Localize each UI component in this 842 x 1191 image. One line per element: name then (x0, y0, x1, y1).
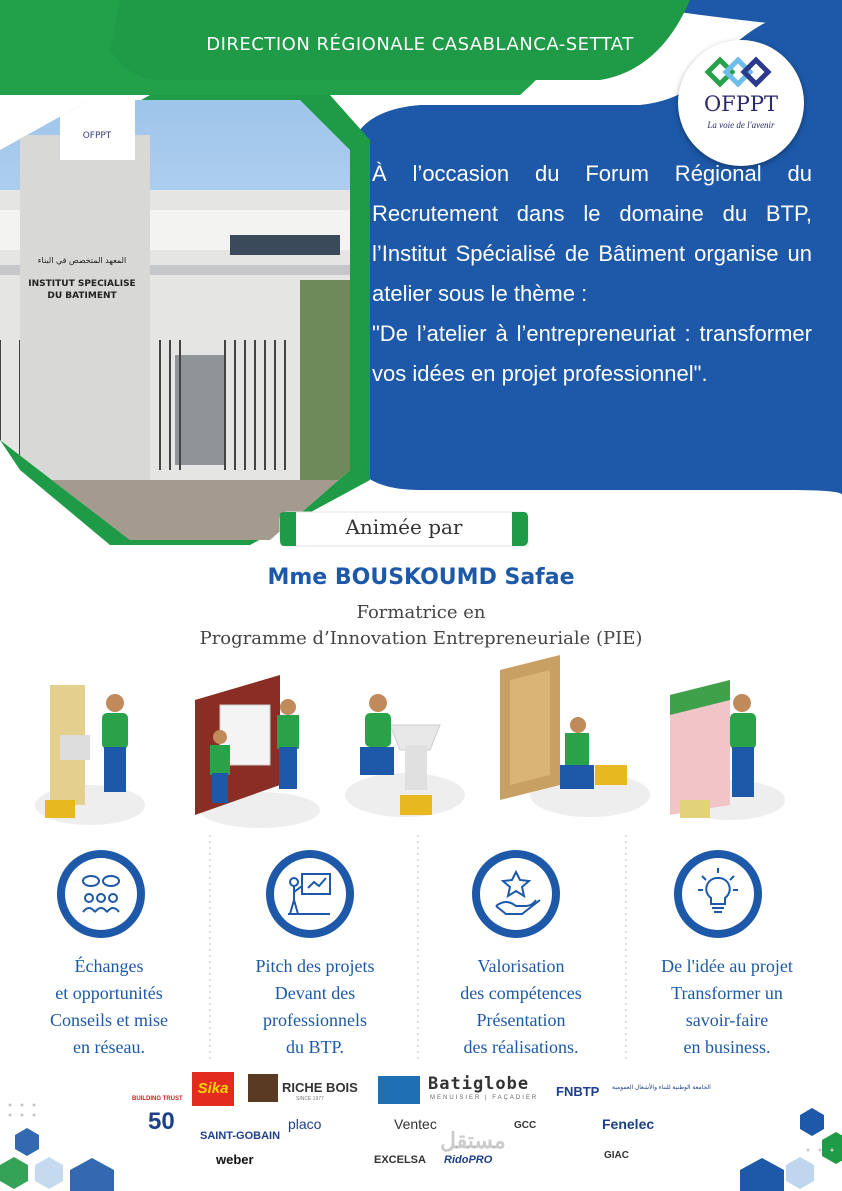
animee-label: Animée par (345, 515, 463, 539)
feature-1-line: Échanges (74, 956, 144, 976)
logo-tagline: La voie de l'avenir (707, 120, 775, 130)
feature-3-line: des compétences (460, 983, 582, 1003)
feature-4-line: De l'idée au projet (661, 956, 793, 976)
ridopro-logo: RidoPRO (444, 1154, 493, 1166)
feature-text-2 (220, 953, 410, 1061)
batiglobe-logo: Batiglobe (428, 1074, 530, 1094)
feature-text-3 (426, 953, 616, 1061)
feature-2-line: Devant des (274, 983, 356, 1003)
watermark-text: مستقل (440, 1128, 506, 1153)
riche-bois-logo: RICHE BOIS (282, 1080, 358, 1095)
logo-name: OFPPT (703, 92, 779, 116)
feature-4-line: en business. (683, 1037, 771, 1057)
feature-4-line: savoir-faire (685, 1010, 769, 1030)
feature-3-line: Valorisation (477, 956, 565, 976)
feature-2-line: Pitch des projets (255, 956, 375, 976)
building-sign-line1: INSTITUT SPECIALISE (28, 279, 136, 289)
riche-bois-since: SINCE 1977 (296, 1096, 324, 1102)
feature-text-4 (632, 953, 822, 1061)
ofppt-emblem-icon (702, 54, 780, 90)
role-line2: Programme d’Innovation Entrepreneuriale (PIE) (199, 628, 643, 649)
intro-text (372, 154, 812, 394)
building-sign-line2: DU BATIMENT (47, 291, 117, 301)
feature-2-line: professionnels (263, 1010, 367, 1030)
worker-illustrations (30, 655, 810, 835)
pillar-logo-text: OFPPT (82, 131, 112, 141)
feature-1-line: Conseils et mise (50, 1010, 168, 1030)
window-installer-illustration (195, 675, 320, 828)
placo-logo: placo (288, 1116, 322, 1132)
building-sign-arabic: المعهد المتخصص في البناء (37, 256, 127, 265)
feature-icon-3 (470, 848, 562, 940)
feature-1-line: en réseau. (73, 1037, 145, 1057)
painter-illustration (670, 680, 785, 820)
building-photo (0, 90, 360, 540)
intro-theme: "De l’atelier à l’entrepreneuriat : transformer vos idées en projet professionnel". (372, 321, 812, 386)
feature-text-1 (14, 953, 204, 1061)
batiglobe-subtitle: MENUISIER | FAÇADIER (430, 1095, 539, 1101)
batiglobe-emblem-icon (378, 1076, 420, 1104)
feature-3-line: Présentation (476, 1010, 566, 1030)
sika-tagline: BUILDING TRUST (132, 1096, 183, 1102)
excelsa-logo: EXCELSA (374, 1154, 426, 1166)
carpenter-illustration (500, 655, 650, 817)
feature-icon-1 (55, 848, 147, 940)
sika-name: Sika (197, 1080, 229, 1097)
fenelec-logo: Fenelec (602, 1116, 655, 1132)
star-hand-icon (470, 848, 562, 940)
fifty-years-logo: 50 (148, 1108, 175, 1135)
weber-logo: weber (216, 1152, 254, 1167)
giac-logo: GIAC (604, 1150, 629, 1161)
animee-par-banner (278, 510, 530, 548)
sika-logo (192, 1072, 234, 1106)
feature-2-line: du BTP. (285, 1037, 345, 1057)
riche-bois-emblem-icon (248, 1074, 278, 1102)
feature-3-line: des réalisations. (463, 1037, 579, 1057)
gcc-logo: GCC (514, 1120, 537, 1131)
fnbtp-logo: FNBTP (556, 1084, 600, 1099)
saint-gobain-logo: SAINT-GOBAIN (200, 1130, 281, 1142)
lightbulb-icon (672, 848, 764, 940)
feature-4-line: Transformer un (671, 983, 783, 1003)
plumber-illustration (345, 694, 465, 817)
speaker-role (0, 600, 842, 652)
intro-paragraph: À l’occasion du Forum Régional du Recrutement dans le domaine du BTP, l’Institut Spécialisé de Bâtiment organise un atelier sous le thème : (372, 161, 812, 306)
fnbtp-arabic: الجامعة الوطنية للبناء والأشغال العمومية (612, 1085, 711, 1091)
ofppt-logo (678, 40, 804, 166)
role-line1: Formatrice en (356, 602, 486, 623)
group-discussion-icon (55, 848, 147, 940)
speaker-name: Mme BOUSKOUMD Safae (267, 565, 575, 590)
ventec-logo: Ventec (394, 1116, 437, 1132)
electrician-illustration (35, 685, 145, 825)
feature-1-line: et opportunités (55, 983, 163, 1003)
feature-icon-4 (672, 848, 764, 940)
presentation-board-icon (264, 848, 356, 940)
region-title: DIRECTION RÉGIONALE CASABLANCA-SETTAT (206, 34, 634, 55)
feature-icon-2 (264, 848, 356, 940)
